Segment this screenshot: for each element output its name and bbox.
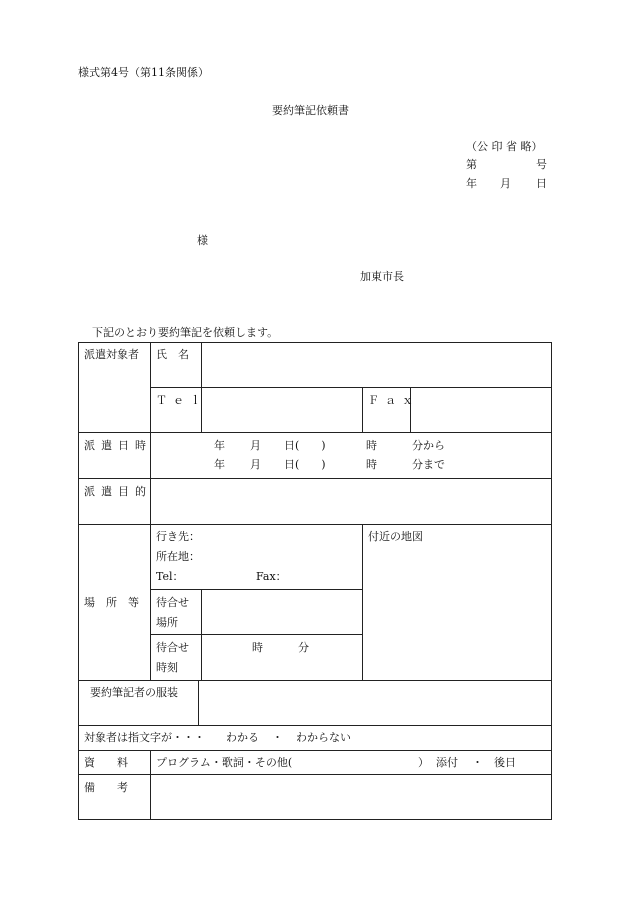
fax-field[interactable]: [411, 388, 551, 432]
table-border-left: [78, 342, 79, 820]
document-number-prefix: 第: [466, 158, 477, 171]
clothing-label: 要約筆記者の服装: [90, 686, 178, 699]
fingerspelling-no-option[interactable]: わからない: [296, 731, 351, 744]
row-divider: [78, 725, 552, 726]
date-year: 年: [466, 177, 477, 190]
intro-sentence: 下記のとおり要約筆記を依頼します。: [92, 326, 279, 339]
form-number: 様式第4号（第11条関係）: [78, 66, 209, 79]
column-divider: [362, 387, 363, 432]
datetime-label: 派遣日時: [84, 439, 152, 452]
tel-label: Ｔｅｌ: [156, 394, 207, 407]
start-month: 月: [250, 439, 261, 452]
start-minute-from: 分から: [412, 439, 445, 452]
nearby-map-area[interactable]: [363, 542, 551, 679]
meeting-minute: 分: [298, 641, 309, 654]
date-day: 日: [536, 177, 547, 190]
meeting-time-label-line1: 待合せ: [156, 641, 189, 654]
sender-name: 加東市長: [360, 270, 404, 283]
end-month: 月: [250, 458, 261, 471]
start-year: 年: [214, 439, 225, 452]
meeting-place-field[interactable]: [202, 590, 362, 634]
name-label: 氏 名: [156, 348, 189, 361]
place-label: 場 所 等: [84, 596, 139, 609]
remarks-label: 備 考: [84, 781, 128, 794]
nearby-map-label: 付近の地図: [368, 530, 423, 543]
meeting-hour: 時: [252, 641, 263, 654]
address-label: 所在地：: [156, 550, 200, 563]
destination-label: 行き先：: [156, 530, 200, 543]
meeting-place-label-line1: 待合せ: [156, 596, 189, 609]
materials-options: プログラム・歌詞・その他(: [156, 756, 293, 769]
place-fax-label: Fax：: [256, 570, 287, 583]
fingerspelling-separator: ・: [272, 731, 283, 744]
addressee-suffix: 様: [197, 234, 208, 247]
target-person-label: 派遣対象者: [84, 348, 139, 361]
tel-field[interactable]: [202, 388, 362, 432]
fingerspelling-yes-option[interactable]: わかる: [226, 731, 259, 744]
request-form-table: [78, 342, 552, 820]
remarks-field[interactable]: [151, 775, 551, 819]
purpose-field[interactable]: [151, 479, 551, 524]
attach-separator: ・: [472, 756, 483, 769]
fax-label: Ｆａｘ: [368, 394, 419, 407]
document-number-suffix: 号: [536, 158, 547, 171]
start-day-weekday: 日( ): [284, 439, 326, 452]
end-minute-until: 分まで: [412, 458, 445, 471]
fingerspelling-question: 対象者は指文字が・・・: [84, 731, 205, 744]
attach-option[interactable]: 添付: [436, 756, 458, 769]
materials-other-close: ）: [418, 756, 429, 769]
start-hour: 時: [366, 439, 377, 452]
name-field[interactable]: [202, 343, 551, 387]
seal-omitted-note: （公 印 省 略）: [466, 140, 543, 153]
column-divider: [150, 524, 151, 680]
materials-label: 資 料: [84, 756, 128, 769]
date-month: 月: [500, 177, 511, 190]
column-divider: [150, 342, 151, 432]
row-divider: [150, 634, 362, 635]
end-hour: 時: [366, 458, 377, 471]
end-day-weekday: 日( ): [284, 458, 326, 471]
clothing-field[interactable]: [199, 681, 551, 725]
end-year: 年: [214, 458, 225, 471]
meeting-time-label-line2: 時刻: [156, 661, 178, 674]
document-title: 要約筆記依頼書: [272, 104, 349, 117]
place-tel-label: Tel：: [156, 570, 184, 583]
purpose-label: 派遣目的: [84, 485, 152, 498]
later-option[interactable]: 後日: [494, 756, 516, 769]
meeting-place-label-line2: 場所: [156, 616, 178, 629]
table-border-right: [551, 342, 552, 820]
